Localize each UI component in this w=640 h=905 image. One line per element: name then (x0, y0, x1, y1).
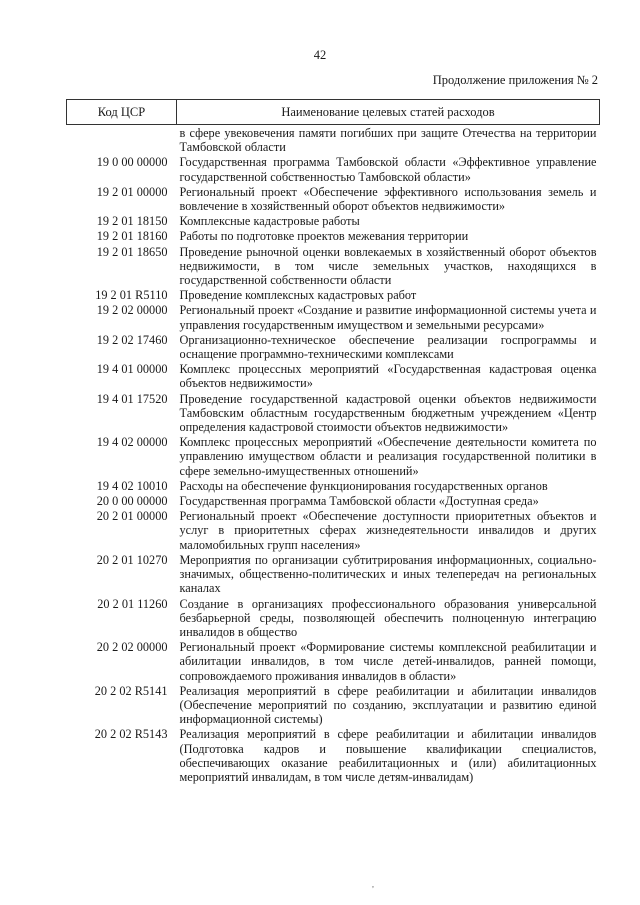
table-row (67, 362, 600, 391)
row-name: Работы по подготовке проектов межевания территории (179, 229, 469, 244)
table-row (67, 185, 600, 214)
table-row (67, 727, 600, 785)
row-name: Региональный проект «Обеспечение доступности приоритетных объектов и услуг в приоритетных сферах жизнедеятельности инвалидов и других маломобильных групп населения» (179, 509, 597, 552)
row-code: 19 0 00 00000 (96, 155, 168, 170)
row-name: Расходы на обеспечение функционирования государственных органов (179, 478, 548, 493)
row-name: в сфере увековечения памяти погибших при защите Отечества на территории Тамбовской области (179, 126, 597, 155)
row-code: 19 2 01 18150 (96, 214, 168, 229)
row-name: Проведение комплексных кадастровых работ (179, 288, 417, 303)
row-code: 19 2 01 R5110 (95, 288, 168, 303)
row-name: Проведение государственной кадастровой оценки объектов недвижимости Тамбовским областным государственным бюджетным учреждением «Центр определения кадастровой стоимости объектов недвижимости» (179, 391, 597, 435)
row-code: 20 2 02 00000 (96, 640, 168, 655)
row-code: 19 4 02 10010 (96, 478, 168, 493)
scan-mark: , (372, 880, 374, 889)
table-row (67, 155, 600, 184)
table-row (67, 553, 600, 597)
table-row (67, 435, 600, 479)
header-name: Наименование целевых статей расходов (177, 100, 600, 125)
row-name: Создание в организациях профессионального образования универсальной безбарьерной среды, позволяющей обеспечить полноценную интеграцию инвалидов в общество (179, 596, 597, 639)
table-row (67, 494, 600, 509)
table-header-row (67, 100, 600, 125)
row-name: Региональный проект «Обеспечение эффективного использования земель и вовлечение в хозяйственный оборот объектов недвижимости» (179, 184, 597, 214)
row-name: Комплекс процессных мероприятий «Обеспечение деятельности комитета по управлению имуществом области и реализация государственной политики в сфере земельно-имущественных отношений» (179, 435, 597, 478)
row-name: Государственная программа Тамбовской области «Эффективное управление государственной собственностью Тамбовской области» (179, 155, 597, 184)
table-row (67, 479, 600, 494)
row-code: 19 4 01 00000 (96, 362, 168, 377)
row-code: 19 2 01 18650 (96, 244, 168, 259)
row-code: 20 2 02 R5141 (94, 683, 168, 698)
row-code: 19 4 02 00000 (96, 435, 168, 450)
row-code: 20 2 01 11260 (97, 596, 168, 611)
page-number: 42 (313, 48, 327, 62)
row-code: 19 2 02 00000 (96, 303, 168, 318)
row-name: Комплексные кадастровые работы (179, 214, 360, 229)
appendix-note: Продолжение приложения № 2 (432, 73, 598, 87)
table-row (67, 125, 600, 156)
row-name: Государственная программа Тамбовской области «Доступная среда» (179, 494, 539, 509)
table-row (67, 303, 600, 332)
row-name: Реализация мероприятий в сфере реабилитации и абилитации инвалидов (Обеспечение мероприятий по созданию, эксплуатации и развитию единой информационной системы) (179, 683, 597, 727)
budget-codes-table (66, 99, 600, 785)
row-code: 19 2 01 00000 (96, 184, 168, 199)
row-code (67, 125, 177, 156)
row-code: 20 2 01 00000 (96, 509, 168, 524)
table-row (67, 509, 600, 553)
row-code: 19 4 01 17520 (96, 391, 168, 406)
row-name: Комплекс процессных мероприятий «Государственная кадастровая оценка объектов недвижимости» (179, 362, 597, 391)
row-name: Мероприятия по организации субтитрирования информационных, социально-значимых, общественно-политических и иных телепередач на региональных каналах (179, 552, 597, 596)
table-row (67, 333, 600, 362)
table-row (67, 214, 600, 229)
row-code: 20 2 02 R5143 (94, 727, 168, 742)
row-name: Региональный проект «Создание и развитие информационной системы учета и управления государственным имуществом и земельными ресурсами» (179, 303, 597, 332)
header-code: Код ЦСР (67, 100, 177, 125)
table-body (67, 125, 600, 786)
row-code: 20 2 01 10270 (96, 552, 168, 567)
row-name: Региональный проект «Формирование системы комплексной реабилитации и абилитации инвалидов, в том числе детей-инвалидов, ранней помощи, сопровождаемого проживания инвалидов в области» (179, 640, 597, 683)
row-code: 20 0 00 00000 (96, 494, 168, 509)
row-name: Реализация мероприятий в сфере реабилитации и абилитации инвалидов (Подготовка кадров и повышение квалификации специалистов, обеспечивающих оказание реабилитационных и (или) абилитационных мероприятий инвалидам, в том числе детям-инвалидам) (179, 727, 597, 784)
table-row (67, 245, 600, 289)
table-row (67, 392, 600, 436)
row-code: 19 2 01 18160 (96, 229, 168, 244)
row-name: Организационно-техническое обеспечение реализации госпрограммы и оснащение программно-техническими комплексами (179, 332, 597, 362)
table-row (67, 684, 600, 728)
table-row (67, 229, 600, 244)
table-row (67, 640, 600, 684)
row-code: 19 2 02 17460 (96, 332, 168, 347)
table-row (67, 597, 600, 641)
table-row (67, 288, 600, 303)
row-name: Проведение рыночной оценки вовлекаемых в хозяйственный оборот объектов недвижимости, в том числе земельных участков, находящихся в государственной собственности области (179, 244, 597, 288)
